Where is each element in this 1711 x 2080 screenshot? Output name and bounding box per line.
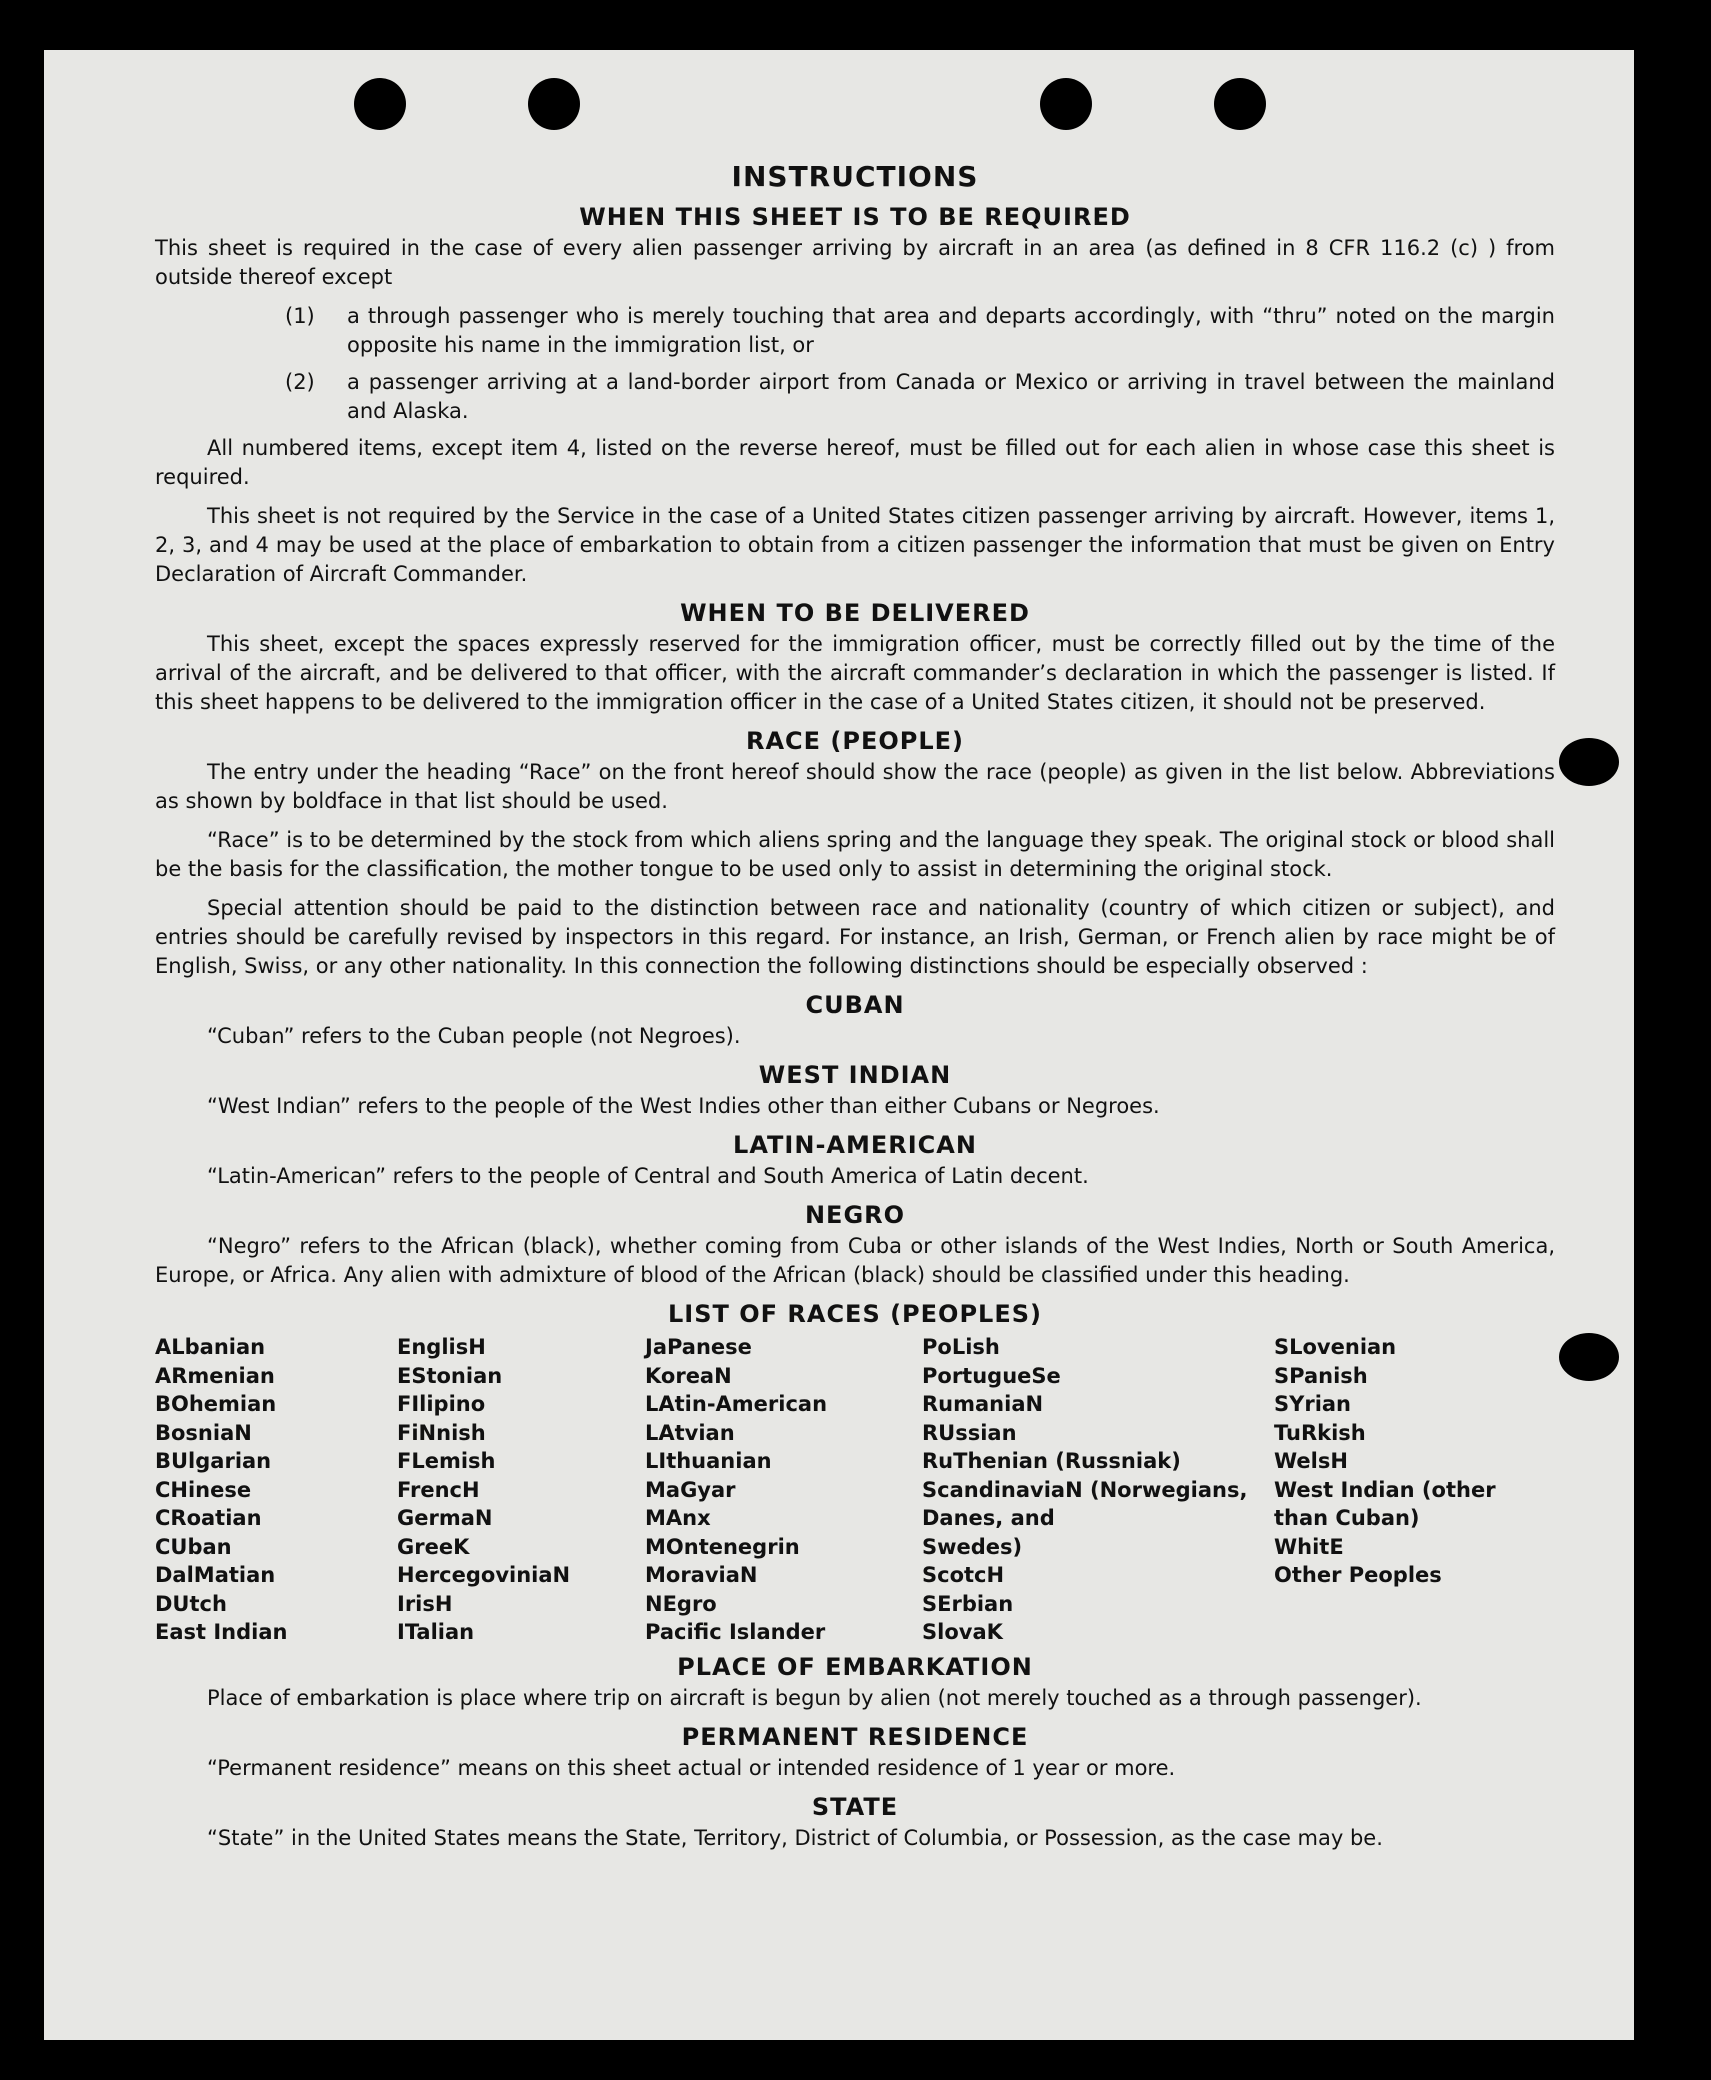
race-entry: GermaN [397,1506,493,1530]
race-entry: BosniaN [155,1420,252,1445]
race-entry: ScandinaviaN (Norwegians, [922,1477,1248,1502]
exception-text: a passenger arriving at a land-border airport from Canada or Mexico or arriving in travel between the mainland and Alaska. [347,370,1555,423]
west-indian-text: “West Indian” refers to the people of the West Indies other than either Cubans or Negroes. [207,1094,1160,1118]
embarkation-text: Place of embarkation is place where trip on aircraft is begun by alien (not merely touched as a through passenger). [207,1685,1422,1710]
race-entry: Pacific Islander [645,1620,826,1644]
race-entry: DUtch [155,1591,227,1616]
race-entry: TuRkish [1274,1420,1366,1445]
exception-item [285,302,1555,360]
heading-place-of-embarkation: PLACE OF EMBARKATION [677,1652,1033,1681]
race-entry: PoLish [922,1335,1000,1359]
races-column [155,1333,397,1647]
race-entry: FIlipino [397,1392,486,1416]
race-entry: ARmenian [155,1363,275,1388]
race-para-3: Special attention should be paid to the distinction between race and nationality (country of which citizen or subject), and entries should be carefully revised by inspectors in this regard. For instance, an Irish, German, or French alien by race might be of English, Swiss, or any other nationality. In this connection the following distinctions should be especially observed : [155,896,1555,978]
race-entry: FrencH [397,1477,480,1502]
race-entry: SErbian [922,1591,1014,1616]
race-entry: BUlgarian [155,1449,272,1473]
race-entry: MaGyar [645,1477,736,1502]
binder-notch [1559,738,1619,786]
race-entry: East Indian [155,1620,288,1644]
race-entry: MOntenegrin [645,1534,800,1559]
race-entry: DalMatian [155,1563,276,1587]
residence-text: “Permanent residence” means on this sheet actual or intended residence of 1 year or more. [207,1755,1176,1780]
race-entry: EStonian [397,1363,503,1388]
punch-hole [354,78,406,130]
heading-west-indian: WEST INDIAN [758,1061,952,1089]
heading-race: RACE (PEOPLE) [745,727,965,755]
race-entry: JaPanese [645,1335,752,1359]
exception-text: a through passenger who is merely touching that area and departs accordingly, with “thru” noted on the margin opposite his name in the immigration list, or [347,304,1555,357]
heading-state: STATE [811,1792,899,1821]
cuban-text: “Cuban” refers to the Cuban people (not Negroes). [207,1024,741,1048]
race-entry: WelsH [1274,1449,1348,1473]
race-entry: SPanish [1274,1363,1368,1388]
race-entry: IrisH [397,1591,453,1616]
race-entry: LAtin-American [645,1392,828,1416]
heading-negro: NEGRO [804,1201,906,1229]
race-entry: HercegoviniaN [397,1563,571,1587]
race-entry: Swedes) [922,1534,1023,1559]
race-entry: CHinese [155,1477,252,1502]
races-column [922,1333,1274,1647]
exception-number: (2) [285,370,315,394]
race-entry: BOhemian [155,1392,277,1416]
punch-hole [1214,78,1266,130]
races-column [1274,1333,1544,1647]
race-entry: PortugueSe [922,1363,1061,1388]
race-entry: than Cuban) [1274,1506,1420,1530]
page-title: INSTRUCTIONS [731,160,979,193]
race-entry: RumaniaN [922,1392,1044,1416]
race-entry: RuThenian (Russniak) [922,1449,1181,1473]
race-entry: LIthuanian [645,1449,772,1473]
race-entry: KoreaN [645,1363,732,1388]
exception-item [285,368,1555,426]
race-entry: ALbanian [155,1335,266,1359]
race-entry: NEgro [645,1591,717,1616]
race-entry: MAnx [645,1506,711,1530]
heading-cuban: CUBAN [805,991,905,1019]
race-entry: ITalian [397,1620,475,1644]
race-entry: SLovenian [1274,1335,1397,1359]
delivered-text: This sheet, except the spaces expressly reserved for the immigration officer, must be correctly filled out by the time of the arrival of the aircraft, and be delivered to that officer, with the aircraft commander’s declaration in which the passenger is listed. If this sheet happens to be delivered to the immigration officer in the case of a United States citizen, it should not be preserved. [155,632,1555,714]
bleed-through-handwriting [84,380,95,420]
race-para-2: “Race” is to be determined by the stock from which aliens spring and the language they speak. The original stock or blood shall be the basis for the classification, the mother tongue to be used only to assist in determining the original stock. [155,828,1555,881]
race-entry: ScotcH [922,1563,1005,1587]
race-entry: FiNnish [397,1420,486,1445]
race-entry: RUssian [922,1420,1017,1445]
race-entry: Other Peoples [1274,1563,1442,1587]
heading-when-delivered: WHEN TO BE DELIVERED [680,599,1030,627]
required-para-2: This sheet is not required by the Service in the case of a United States citizen passenger arriving by aircraft. However, items 1, 2, 3, and 4 may be used at the place of embarkation to obtain from a citizen passenger the information that must be given on Entry Declaration of Aircraft Commander. [155,504,1555,586]
latin-american-text: “Latin-American” refers to the people of Central and South America of Latin decent. [207,1164,1089,1188]
races-column [645,1333,922,1647]
race-entry: WhitE [1274,1534,1344,1559]
heading-permanent-residence: PERMANENT RESIDENCE [681,1722,1029,1751]
heading-when-required: WHEN THIS SHEET IS TO BE REQUIRED [579,203,1131,231]
heading-latin-american: LATIN-AMERICAN [733,1131,977,1159]
race-entry: FLemish [397,1449,496,1473]
binder-notch [1559,1333,1619,1381]
race-para-1: The entry under the heading “Race” on the front hereof should show the race (people) as given in the list below. Abbreviations as shown by boldface in that list should be used. [155,760,1555,813]
state-text: “State” in the United States means the State, Territory, District of Columbia, or Possession, as the case may be. [207,1825,1383,1850]
punch-hole [528,78,580,130]
heading-list-of-races: LIST OF RACES (PEOPLES) [668,1300,1042,1328]
race-entry: SYrian [1274,1392,1352,1416]
race-entry: LAtvian [645,1420,735,1445]
races-column [397,1333,645,1647]
race-entry: EnglisH [397,1335,486,1359]
race-entry: Danes, and [922,1506,1055,1530]
negro-text: “Negro” refers to the African (black), whether coming from Cuba or other islands of the West Indies, North or South America, Europe, or Africa. Any alien with admixture of blood of the African (black) should be classified under this heading. [155,1234,1555,1287]
race-entry: MoraviaN [645,1563,758,1587]
instructions-content [155,150,1555,1863]
race-entry: CUban [155,1534,232,1559]
races-list [155,1333,1555,1647]
required-intro: This sheet is required in the case of every alien passenger arriving by aircraft in an area (as defined in 8 CFR 116.2 (c) ) from outside thereof except [155,236,1555,289]
race-entry: CRoatian [155,1506,262,1530]
race-entry: West Indian (other [1274,1477,1496,1502]
required-para-1: All numbered items, except item 4, listed on the reverse hereof, must be filled out for each alien in whose case this sheet is required. [155,436,1555,489]
punch-hole [1040,78,1092,130]
race-entry: GreeK [397,1534,470,1559]
race-entry: SlovaK [922,1620,1003,1644]
exception-number: (1) [285,304,315,328]
